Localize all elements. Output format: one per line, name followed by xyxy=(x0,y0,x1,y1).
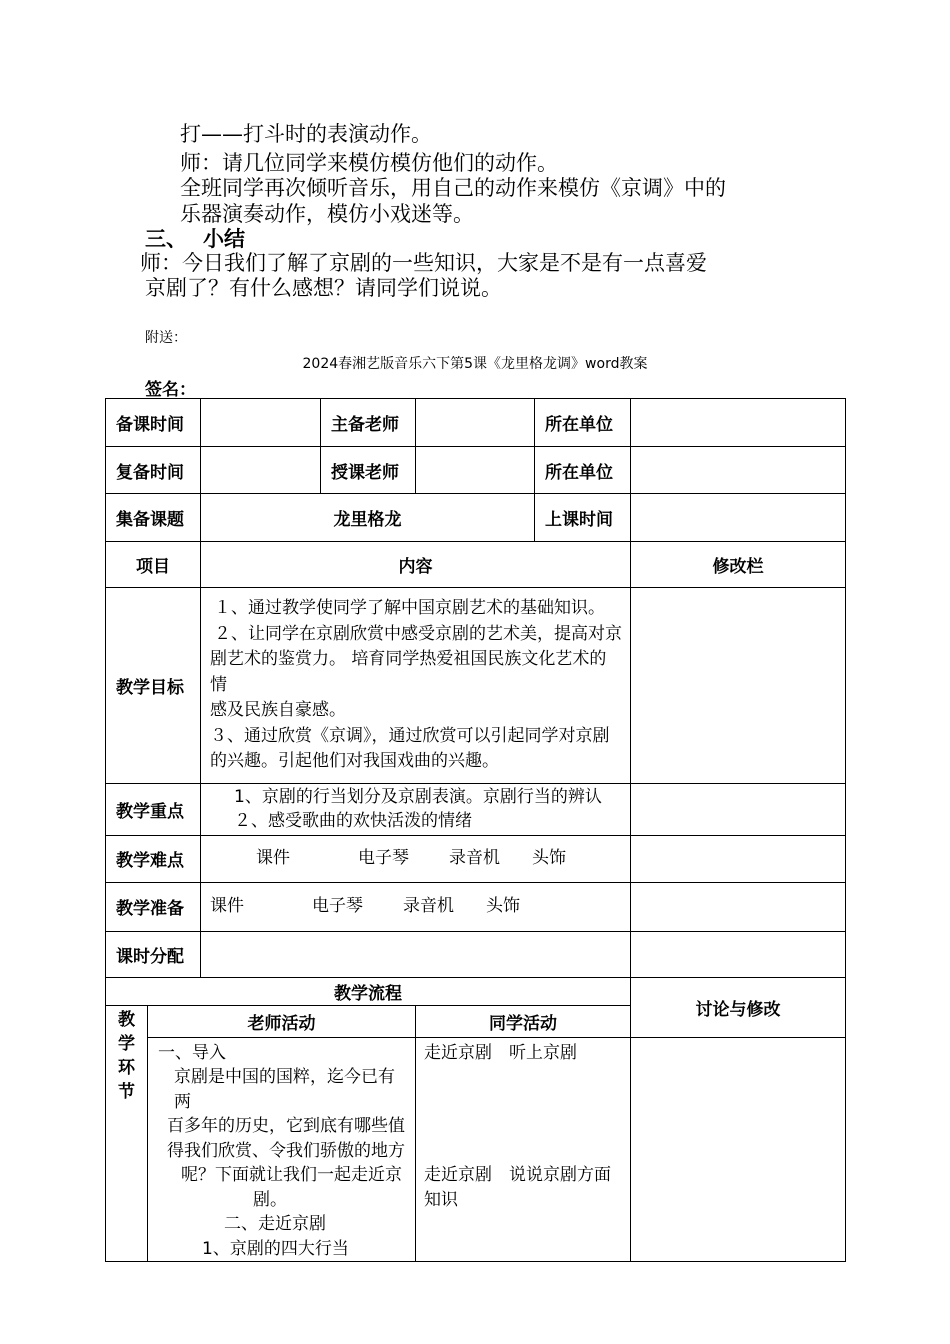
review-time-value[interactable] xyxy=(201,447,321,494)
student-line: 知识 xyxy=(424,1189,458,1210)
teacher-line: 一、导入 xyxy=(158,1042,226,1063)
student-activity-header: 同学活动 xyxy=(416,1005,631,1037)
preparation-item: 录音机 xyxy=(403,896,454,916)
preparation-item: 头饰 xyxy=(486,896,520,916)
difficult-item: 电子琴 xyxy=(358,848,409,868)
review-time-label: 复备时间 xyxy=(106,447,201,494)
difficult-item: 录音机 xyxy=(449,848,500,868)
preparation-item: 电子琴 xyxy=(312,896,363,916)
difficult-item: 头饰 xyxy=(532,848,566,868)
goal-line: 的兴趣。引起他们对我国戏曲的兴趣。 xyxy=(210,751,499,771)
class-time-label: 上课时间 xyxy=(535,494,631,542)
lecturer-value[interactable] xyxy=(416,447,535,494)
lecturer-label: 授课老师 xyxy=(321,447,416,494)
discuss-label: 讨论与修改 xyxy=(631,977,846,1037)
teacher-line: 二、走近京剧 xyxy=(224,1214,326,1234)
column-header-item: 项目 xyxy=(106,542,201,588)
unit-value-2[interactable] xyxy=(631,447,846,494)
stage-char: 学 xyxy=(118,1033,135,1054)
teacher-line: 京剧是中国的国粹，迄今已有两 xyxy=(174,1067,395,1112)
student-line: 走近京剧 说说京剧方面 xyxy=(424,1165,611,1185)
difficult-item: 课件 xyxy=(256,848,290,868)
student-activity-content xyxy=(416,1037,631,1262)
teacher-activity-content xyxy=(148,1037,416,1262)
section-title: 小结 xyxy=(203,227,245,251)
main-teacher-value[interactable] xyxy=(416,399,535,447)
unit-value[interactable] xyxy=(631,399,846,447)
flow-label: 教学流程 xyxy=(106,977,631,1005)
attach-label: 附送： xyxy=(145,330,187,346)
paragraph-line: 师：今日我们了解了京剧的一些知识，大家是不是有一点喜爱 xyxy=(140,251,707,275)
preparation-revise[interactable] xyxy=(631,882,846,931)
goals-label: 教学目标 xyxy=(106,588,201,784)
preparation-label: 教学准备 xyxy=(106,882,201,931)
unit-label-2: 所在单位 xyxy=(535,447,631,494)
teacher-line: 百多年的历史，它到底有哪些值 xyxy=(167,1116,405,1136)
goals-revise[interactable] xyxy=(631,588,846,784)
class-time-value[interactable] xyxy=(631,494,846,542)
goal-line: 剧艺术的鉴赏力。 培育同学热爱祖国民族文化艺术的情 xyxy=(210,649,607,695)
difficult-points-revise[interactable] xyxy=(631,835,846,882)
document-title: 2024春湘艺版音乐六下第5课《龙里格龙调》word教案 xyxy=(302,356,648,372)
discuss-content[interactable] xyxy=(631,1037,846,1262)
paragraph-line: 乐器演奏动作，模仿小戏迷等。 xyxy=(180,202,474,226)
key-points-label: 教学重点 xyxy=(106,783,201,835)
goal-line: ３、通过欣赏《京调》，通过欣赏可以引起同学对京剧 xyxy=(210,725,610,746)
stage-label xyxy=(106,1005,148,1262)
unit-label: 所在单位 xyxy=(535,399,631,447)
difficult-points-content xyxy=(201,835,631,882)
stage-char: 节 xyxy=(118,1081,135,1102)
key-points-content xyxy=(201,783,631,835)
preparation-item: 课件 xyxy=(210,896,244,916)
goal-line: 感及民族自豪感。 xyxy=(210,700,346,720)
lesson-plan-table xyxy=(105,398,846,1262)
paragraph-line: 师：请几位同学来模仿模仿他们的动作。 xyxy=(180,151,558,175)
sign-label: 签名： xyxy=(145,380,196,400)
column-header-revise: 修改栏 xyxy=(631,542,846,588)
paragraph-line: 京剧了？有什么感想？请同学们说说。 xyxy=(145,276,502,300)
teacher-line: 呢？下面就让我们一起走近京 xyxy=(181,1165,402,1185)
topic-label: 集备课题 xyxy=(106,494,201,542)
main-teacher-label: 主备老师 xyxy=(321,399,416,447)
key-point-line: 1、京剧的行当划分及京剧表演。京剧行当的辨认 xyxy=(234,787,602,807)
section-number: 三、 xyxy=(145,227,187,251)
paragraph-line: 全班同学再次倾听音乐，用自己的动作来模仿《京调》中的 xyxy=(180,176,726,200)
key-point-line: ２、感受歌曲的欢快活泼的情绪 xyxy=(234,811,472,831)
goal-line: ２、让同学在京剧欣赏中感受京剧的艺术美，提高对京 xyxy=(214,623,622,644)
stage-char: 教 xyxy=(118,1009,135,1030)
goal-line: １、通过教学使同学了解中国京剧艺术的基础知识。 xyxy=(214,598,605,618)
hours-label: 课时分配 xyxy=(106,931,201,977)
teacher-line: 1、京剧的四大行当 xyxy=(202,1238,349,1259)
stage-char: 环 xyxy=(118,1057,135,1078)
goals-content xyxy=(201,588,631,784)
teacher-line: 剧。 xyxy=(253,1189,287,1210)
teacher-line: 得我们欣赏、令我们骄傲的地方 xyxy=(167,1140,405,1161)
paragraph-line: 打——打斗时的表演动作。 xyxy=(180,122,432,146)
hours-value[interactable] xyxy=(201,931,631,977)
prep-time-label: 备课时间 xyxy=(106,399,201,447)
preparation-content xyxy=(201,882,631,931)
difficult-points-label: 教学难点 xyxy=(106,835,201,882)
hours-revise[interactable] xyxy=(631,931,846,977)
prep-time-value[interactable] xyxy=(201,399,321,447)
key-points-revise[interactable] xyxy=(631,783,846,835)
topic-value: 龙里格龙 xyxy=(201,494,535,542)
teacher-activity-header: 老师活动 xyxy=(148,1005,416,1037)
student-line: 走近京剧 听上京剧 xyxy=(424,1042,577,1063)
column-header-content: 内容 xyxy=(201,542,631,588)
